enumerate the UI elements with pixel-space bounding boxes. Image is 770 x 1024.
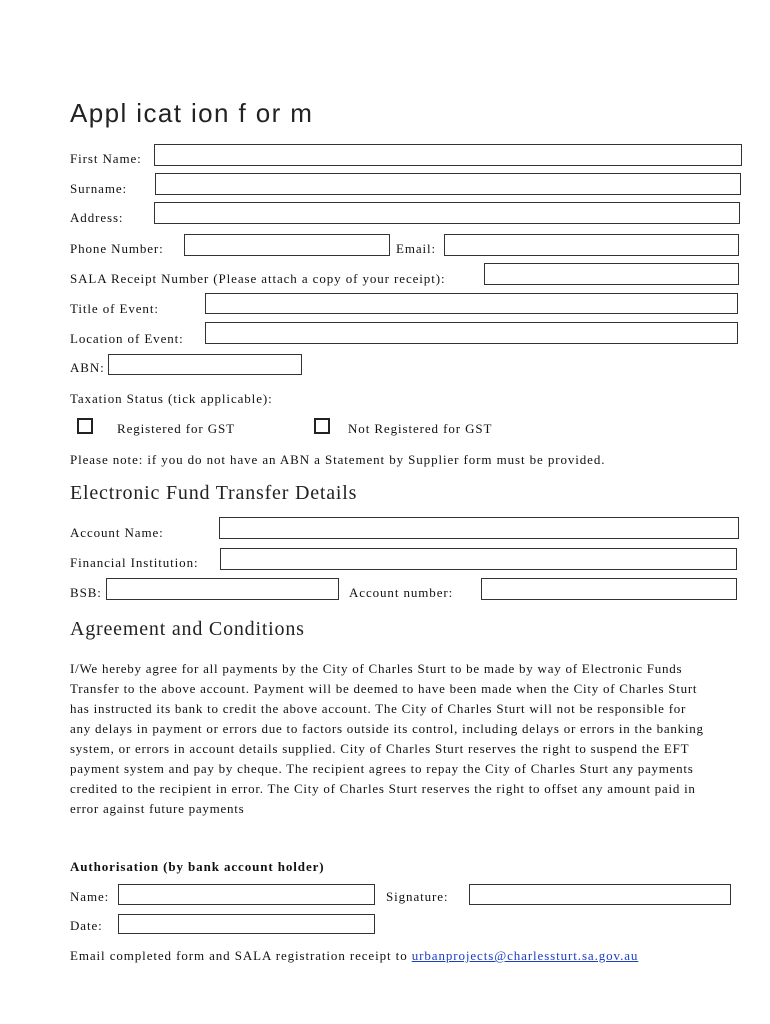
first-name-input[interactable]	[154, 144, 742, 166]
bsb-input[interactable]	[106, 578, 339, 600]
abn-input[interactable]	[108, 354, 302, 375]
account-number-input[interactable]	[481, 578, 737, 600]
first-name-label: First Name:	[70, 151, 142, 166]
event-title-input[interactable]	[205, 293, 738, 314]
agreement-text: I/We hereby agree for all payments by the City of Charles Sturt to be made by way of Electronic Funds Transfer to the above account. Payment will be deemed to have been made when the City of Charles Sturt has instructed its bank to credit the above account. The City of Charles Sturt will not be responsible for any delays in payment or errors due to factors outside its control, including delays or errors in the banking system, or errors in account details supplied. City of Charles Sturt reserves the right to suspend the EFT payment system and pay by cheque. The recipient agrees to repay the City of Charles Sturt any payments credited to the recipient in error. The City of Charles Sturt reserves the right to offset any amount paid in error against future payments	[70, 661, 704, 816]
address-label: Address:	[70, 210, 124, 225]
receipt-input[interactable]	[484, 263, 739, 285]
email-instruction	[70, 948, 638, 964]
registered-gst-checkbox[interactable]	[77, 418, 93, 434]
receipt-label: SALA Receipt Number (Please attach a copy of your receipt):	[70, 271, 446, 286]
phone-input[interactable]	[184, 234, 390, 256]
surname-label: Surname:	[70, 181, 128, 196]
event-location-label: Location of Event:	[70, 331, 184, 346]
agreement-heading: Agreement and Conditions	[70, 618, 305, 640]
account-name-label: Account Name:	[70, 525, 164, 540]
page-title: Appl icat ion f or m	[70, 98, 314, 128]
email-input[interactable]	[444, 234, 739, 256]
email-label: Email:	[396, 241, 437, 256]
signature-label: Signature:	[386, 889, 449, 904]
email-instruction-text: Email completed form and SALA registration receipt to	[70, 948, 412, 963]
address-input[interactable]	[154, 202, 740, 224]
auth-name-label: Name:	[70, 889, 110, 904]
institution-input[interactable]	[220, 548, 737, 570]
eft-heading: Electronic Fund Transfer Details	[70, 482, 358, 504]
institution-label: Financial Institution:	[70, 555, 199, 570]
surname-input[interactable]	[155, 173, 741, 195]
auth-name-input[interactable]	[118, 884, 375, 905]
email-link[interactable]: urbanprojects@charlessturt.sa.gov.au	[411, 948, 639, 963]
bsb-label: BSB:	[70, 585, 102, 600]
account-name-input[interactable]	[219, 517, 739, 539]
account-number-label: Account number:	[349, 585, 454, 600]
not-registered-gst-checkbox[interactable]	[314, 418, 330, 434]
date-label: Date:	[70, 918, 103, 933]
authorisation-heading: Authorisation (by bank account holder)	[70, 859, 325, 874]
abn-label: ABN:	[70, 360, 105, 375]
tax-status-label: Taxation Status (tick applicable):	[70, 391, 273, 406]
abn-note: Please note: if you do not have an ABN a Statement by Supplier form must be provided.	[70, 452, 606, 467]
phone-label: Phone Number:	[70, 241, 164, 256]
date-input[interactable]	[118, 914, 375, 934]
event-title-label: Title of Event:	[70, 301, 159, 316]
not-registered-gst-label: Not Registered for GST	[348, 421, 493, 436]
event-location-input[interactable]	[205, 322, 738, 344]
registered-gst-label: Registered for GST	[117, 421, 236, 436]
signature-input[interactable]	[469, 884, 731, 905]
